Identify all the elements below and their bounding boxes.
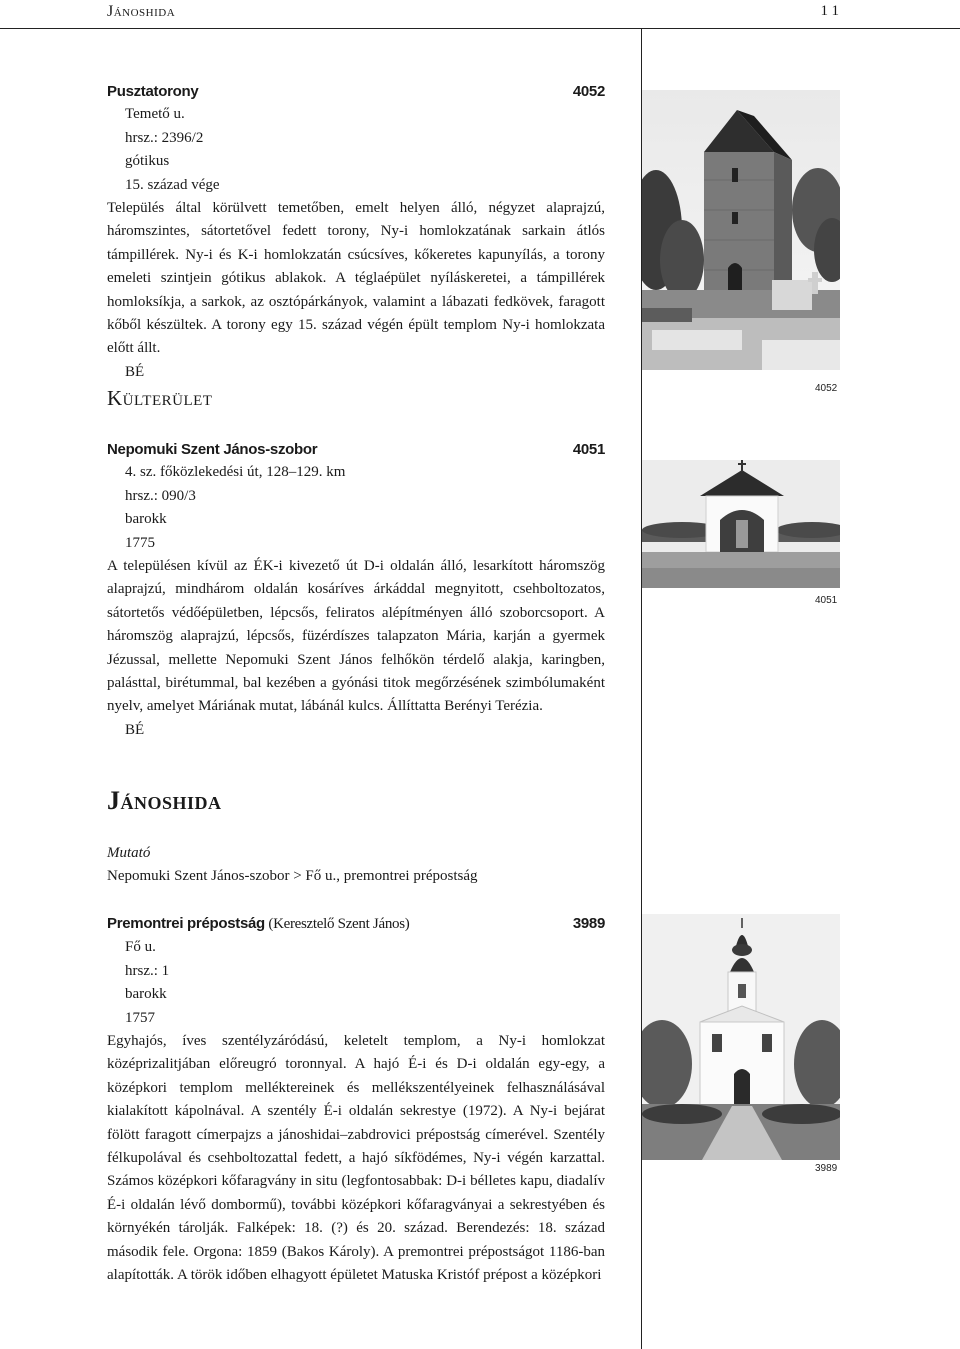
statue-shelter-photo-icon [642,460,840,588]
entry-heading [107,80,605,103]
entry-date: 1775 [125,534,155,551]
entry-lot: hrsz.: 2396/2 [125,129,204,146]
section-title-kulterulet: Külterület [107,386,213,410]
entry-lot: hrsz.: 1 [125,962,170,979]
photo-3989 [642,914,840,1160]
entry-subtitle: (Keresztelő Szent János) [264,916,410,932]
index-note [107,842,477,889]
entry-name: Pusztatorony [107,83,199,100]
church-photo-icon [642,914,840,1160]
running-head [107,3,843,21]
entry-4052 [107,80,605,384]
entry-heading [107,438,605,461]
entry-address: Fő u. [125,939,156,956]
town-title: Jánoshida [107,786,222,815]
entry-number: 3989 [572,915,605,932]
entry-style: barokk [125,986,167,1003]
photo-4051 [642,460,840,588]
entry-name: Nepomuki Szent János-szobor [107,441,318,458]
entry-style: barokk [125,511,167,528]
entry-address: Temető u. [125,106,185,123]
entry-style: gótikus [125,153,170,170]
photo-4052 [642,90,840,370]
page-number: 11 [820,3,843,19]
entry-lot: hrsz.: 090/3 [125,487,196,504]
entry-description: A településen kívül az ÉK-i kivezető út D-i oldalán álló, lesarkított háromszög alaprajzú, mindhárom oldalán kosáríves árkáddal megnyitott, csehboltozatos, sátortetős védőépületben, lépcsős, feliratos alépítményen álló szoborcsoport. A háromszög alaprajzú, lépcsős, füzérdíszes talapzaton Mária, karján a gyermek Jézussal, mellette Nepomuki Szent János felhőkön térdelő alakja, karingben, palásttal, birétummal, bal kezében a gyónási titok megőrzésének szimbólumaként nyelv, amelyet Máriának mutat, lábánál kulcs. Állíttatta Berényi Terézia. [107,558,605,715]
entry-name: Premontrei prépostság [107,915,265,932]
photo-caption-4051: 4051 [815,595,838,606]
entry-address: 4. sz. főközlekedési út, 128–129. km [125,464,346,481]
entry-description: Település által körülvett temetőben, emelt helyen álló, négyzet alaprajzú, háromszintes, sátortetővel fedett torony, Ny-i homlokzatának sarkain átlós támpillérek. Ny-i és K-i homlokzatán csúcsíves, kőkeretes kapunyílás, a torony emeleti szintjein gótikus ablakok. A téglaépület nyíláskeretei, a támpillérek homloksíkja, a sarkok, az osztópárkányok, valamint a lábazati fedkövek, faragott kőből készültek. A torony egy 15. század végén épült templom Ny-i homlokzata előtt állt. [107,200,605,357]
entry-author: BÉ [125,721,145,738]
entry-description: Egyhajós, íves szentélyzáródású, keletelt templom, a Ny-i homlokzat középrizalitjában előreugró toronnyal. A hajó É-i és D-i oldalán egy-egy, a középkori templom melléktereinek és mellékszentélyeinek felhasználásával kialakított kápolnával. A szentély É-i oldalán sekrestye (1972). A Ny-i bejárat fölött faragott címerpajzs a jánoshidai–zabdrovici prépostság címerével. Szentély félkupolával és csehboltozattal fedett, a hajó síkfödémes, Ny-i végén karzattal. Számos középkori kőfaragvány in situ (legfontosabbak: D-i bélletes kapu, diadalív É-i oldalán lévő dombormű), további középkori kőfaragványai a sekrestyében és környékén tárolják. Falképek: 18. (?) és 20. század. Berendezés: 18. század második fele. Orgona: 1859 (Bakos Károly). A premontrei prépostságot 1186-ban alapították. A török időben elhagyott épületet Matuska Kristóf prépost a középkori [107,1033,605,1284]
entry-date: 1757 [125,1009,155,1026]
photo-caption-4052: 4052 [815,383,838,394]
photo-caption-3989: 3989 [815,1163,838,1174]
entry-number: 4052 [572,83,605,100]
entry-number: 4051 [572,441,605,458]
index-label: Mutató [107,845,151,861]
tower-photo-icon [642,90,840,370]
header-rule [0,28,960,29]
entry-heading [107,912,605,936]
running-head-title: Jánoshida [107,3,176,20]
entry-4051 [107,438,605,742]
entry-date: 15. század vége [125,176,220,193]
entry-3989 [107,912,605,1288]
index-text: Nepomuki Szent János-szobor > Fő u., premontrei prépostság [107,868,478,885]
entry-author: BÉ [125,363,145,380]
